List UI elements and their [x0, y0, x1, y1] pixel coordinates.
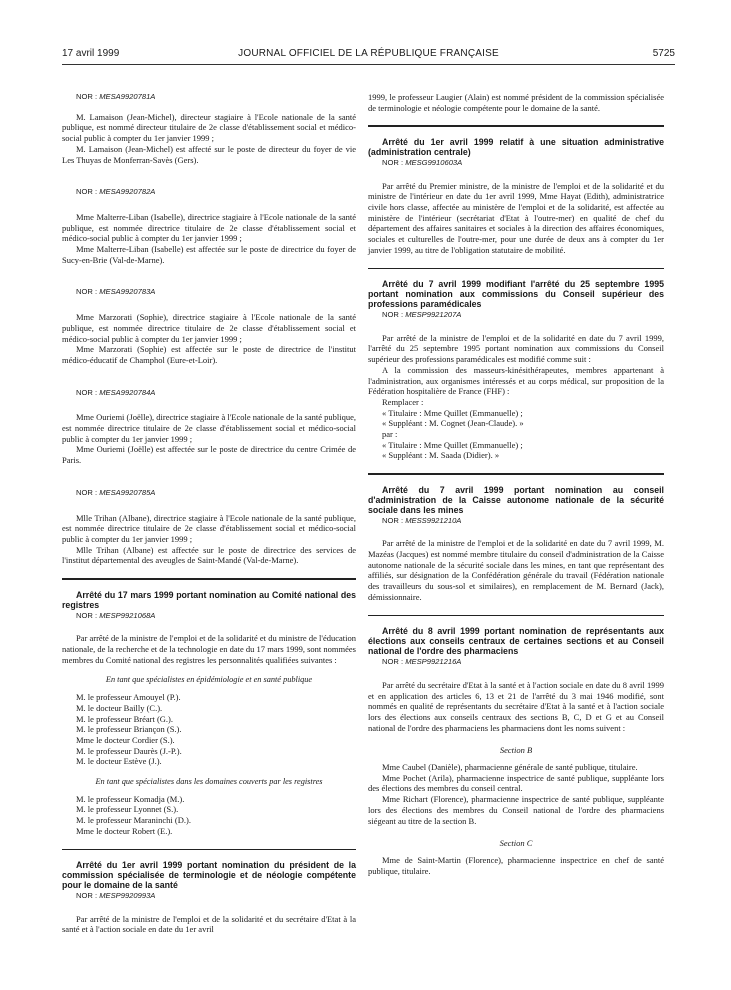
- section-heading: Section C: [499, 838, 533, 849]
- replacement-list: [368, 397, 664, 461]
- nor-reference: NOR : MESP9920993A: [76, 891, 156, 901]
- paragraph: Mme Ouriemi (Joëlle), directrice stagiaire à l'Ecole nationale de la santé publique, est nommée directrice titulaire de 2e classe d'établissement social et médico-social public à compter du 1er janvier 1999 ;: [62, 412, 356, 444]
- decree-title: Arrêté du 8 avril 1999 portant nomination de représentants aux élections aux conseils centraux de certaines sections et au Conseil national de l'ordre des pharmaciens: [368, 626, 664, 657]
- paragraph: Mme Malterre-Liban (Isabelle), directrice stagiaire à l'Ecole nationale de la santé publique, est nommée directrice titulaire de 2e classe d'établissement social et médico-social public à compter du 1er janvier 1999 ;: [62, 211, 356, 244]
- list-item: par :: [382, 429, 398, 440]
- paragraph: Par arrêté de la ministre de l'emploi et de la solidarité et du ministre de l'éducation nationale, de la recherche et de la technologie en date du 17 mars 1999, sont nommées membres du Comité national des registres les personnalités qualifiées suivantes :: [62, 633, 356, 665]
- nor-reference: NOR : MESA9920784A: [76, 387, 156, 397]
- paragraph: Mme Pochet (Arila), pharmacienne inspectrice de santé publique, suppléante lors des élections des membres du conseil central.: [368, 772, 664, 794]
- list-item: M. le professeur Bréart (G.).: [76, 713, 174, 724]
- paragraph: Mme Marzorati (Sophie), directrice stagiaire à l'Ecole nationale de la santé publique, est nommée directrice titulaire de 2e classe d'établissement social et médico-social public à compter du 1er janvier 1999 ;: [62, 312, 356, 344]
- header-journal-title: JOURNAL OFFICIEL DE LA RÉPUBLIQUE FRANÇAISE: [238, 48, 499, 59]
- list-item: Remplacer :: [382, 396, 424, 407]
- paragraph: 1999, le professeur Laugier (Alain) est nommé président de la commission spécialisée de terminologie et néologie compétente pour le domaine de la santé.: [368, 92, 664, 113]
- paragraph: Par arrêté de la ministre de l'emploi et de la solidarité en date du 7 avril 1999, M. Mazéas (Jacques) est nommé membre titulaire du conseil d'administration de la Caisse autonome nationale de la sécurité sociale dans les mines, en tant que représentant des affiliés, sur désignation de la Confédération générale du travail (Fédération nationale des travailleurs du sous-sol et similaires), en remplacement de M. Bernard (Jack), démissionnaire.: [368, 538, 664, 602]
- section-divider: [368, 125, 664, 127]
- header-date: 17 avril 1999: [62, 48, 120, 59]
- list-item: M. le docteur Bailly (C.).: [76, 702, 163, 713]
- section-divider: [368, 268, 664, 270]
- nor-reference: NOR : MESP9921068A: [76, 610, 156, 620]
- nor-reference: NOR : MESP9921216A: [382, 657, 462, 667]
- section-divider: [368, 615, 664, 617]
- paragraph: Mme Marzorati (Sophie) est affectée sur le poste de directrice de l'institut médico-éducatif de Champhol (Eure-et-Loir).: [62, 344, 356, 365]
- paragraph: M. Lamaison (Jean-Michel), directeur stagiaire à l'Ecole nationale de la santé publique, est nommé directeur titulaire de 2e classe d'établissement social et médico-social public à compter du 1er janvier 1999 ;: [62, 111, 356, 144]
- list-item: M. le docteur Estève (J.).: [76, 756, 162, 767]
- list-item: M. le professeur Daurès (J.-P.).: [76, 745, 182, 756]
- list-item: « Titulaire : Mme Quillet (Emmanuelle) ;: [382, 439, 523, 450]
- nor-reference: NOR : MESA9920782A: [76, 187, 156, 197]
- list-item: Mme le docteur Cordier (S.).: [76, 734, 175, 745]
- list-item: M. le professeur Lyonnet (S.).: [76, 804, 179, 815]
- paragraph: Mme Ouriemi (Joëlle) est affectée sur le poste de directrice du centre Crimée de Paris.: [62, 444, 356, 466]
- decree-title: Arrêté du 17 mars 1999 portant nomination au Comité national des registres: [62, 589, 356, 610]
- list-item: « Suppléant : M. Cognet (Jean-Claude). »: [382, 418, 524, 429]
- section-divider: [62, 578, 356, 580]
- list-item: M. le professeur Maraninchi (D.).: [76, 815, 191, 826]
- list-item: M. le professeur Amouyel (P.).: [76, 692, 181, 703]
- decree-title: Arrêté du 7 avril 1999 portant nomination au conseil d'administration de la Caisse autonome nationale de la sécurité sociale dans les mines: [368, 484, 664, 515]
- decree-title: Arrêté du 7 avril 1999 modifiant l'arrêté du 25 septembre 1995 portant nomination aux commissions du Conseil supérieur des professions paramédicales: [368, 279, 664, 310]
- nor-reference: NOR : MESA9920785A: [76, 487, 156, 497]
- subheading: En tant que spécialistes en épidémiologie et en santé publique: [105, 675, 313, 685]
- paragraph: Mlle Trihan (Albane) est affectée sur le poste de directrice des services de l'institut départemental des aveugles de Saint-Mandé (Val-de-Marne).: [62, 544, 356, 566]
- paragraph: Mme Richart (Florence), pharmacienne inspectrice de santé publique, suppléante lors des élections des membres du Conseil national de l'ordre des pharmaciens siégeant au titre de la section B.: [368, 794, 664, 826]
- paragraph: M. Lamaison (Jean-Michel) est affecté sur le poste de directeur du foyer de vie Les Thuyas de Monferran-Savès (Gers).: [62, 143, 356, 165]
- paragraph: A la commission des masseurs-kinésithérapeutes, membres appartenant à l'administration, aux organismes intéressés et au corps médical, sur proposition de la Fédération hospitalière de France (FHF) :: [368, 364, 664, 397]
- member-list: [62, 692, 356, 767]
- left-column: [62, 92, 356, 935]
- subheading: En tant que spécialistes dans les domaines couverts par les registres: [95, 777, 323, 787]
- nor-reference: NOR : MESG9910603A: [382, 157, 463, 167]
- paragraph: Mme Caubel (Danièle), pharmacienne générale de santé publique, titulaire.: [382, 762, 638, 773]
- list-item: M. le professeur Komadja (M.).: [76, 793, 185, 804]
- header-page-number: 5725: [652, 48, 675, 59]
- section-heading: Section B: [499, 745, 533, 756]
- decree-title: Arrêté du 1er avril 1999 portant nomination du président de la commission spécialisée de terminologie et de néologie compétente pour le domaine de la santé: [62, 860, 356, 891]
- member-list: [62, 794, 356, 837]
- nor-reference: NOR : MESA9920781A: [76, 92, 156, 101]
- list-item: M. le professeur Briançon (S.).: [76, 724, 182, 735]
- paragraph: Mme de Saint-Martin (Florence), pharmacienne inspectrice en chef de santé publique, titulaire.: [368, 854, 664, 876]
- section-divider: [368, 473, 664, 475]
- decree-title: Arrêté du 1er avril 1999 relatif à une situation administrative (administration centrale): [368, 136, 664, 157]
- header-rule: [62, 64, 675, 65]
- paragraph: Par arrêté du secrétaire d'Etat à la santé et à l'action sociale en date du 8 avril 1999 et en application des articles 6, 13 et 21 de l'arrêté du 3 mai 1946 modifié, sont nommés en qualité de représentants du secrétaire d'Etat à la santé et à l'action sociale lors des élections aux conseils centraux des sections B, C, D et G et au Conseil national de l'ordre des pharmaciens les pharmaciens dont les noms suivent :: [368, 679, 664, 733]
- list-item: Mme le docteur Robert (E.).: [76, 825, 173, 836]
- nor-reference: NOR : MESP9921207A: [382, 310, 462, 320]
- right-column: [368, 92, 664, 876]
- section-divider: [62, 849, 356, 851]
- paragraph: Par arrêté du Premier ministre, de la ministre de l'emploi et de la solidarité et du ministre de l'intérieur en date du 1er avril 1999, Mme Hayat (Edith), administratrice civile hors classe, affectée au ministère de l'emploi et de la solidarité, est affectée au ministère de l'intérieur (secrétariat d'Etat à l'outre-mer) en qualité de chef du département des affaires sanitaires et sociales à la direction des affaires économiques, sociales et culturelles de l'outre-mer, pour une durée de deux ans à compter du 1er janvier 1999, au titre de l'obligation statutaire de mobilité.: [368, 180, 664, 255]
- nor-reference: NOR : MESA9920783A: [76, 287, 156, 297]
- list-item: « Titulaire : Mme Quillet (Emmanuelle) ;: [382, 407, 523, 418]
- nor-reference: NOR : MESS9921210A: [382, 515, 462, 525]
- paragraph: Mme Malterre-Liban (Isabelle) est affectée sur le poste de directrice du foyer de Sucy-en-Brie (Val-de-Marne).: [62, 244, 356, 265]
- paragraph: Par arrêté de la ministre de l'emploi et de la solidarité et du secrétaire d'Etat à la santé et à l'action sociale en date du 1er avril: [62, 913, 356, 935]
- paragraph: Par arrêté de la ministre de l'emploi et de la solidarité en date du 7 avril 1999, l'arrêté du 25 septembre 1995 portant nomination aux commissions du Conseil supérieur des professions paramédicales est modifié comme suit :: [368, 332, 664, 365]
- paragraph: Mlle Trihan (Albane), directrice stagiaire à l'Ecole nationale de la santé publique, est nommée directrice titulaire de 2e classe d'établissement social et médico-social public à compter du 1er janvier 1999 ;: [62, 512, 356, 544]
- page-header: [62, 48, 675, 62]
- list-item: « Suppléant : M. Saada (Didier). »: [382, 450, 500, 461]
